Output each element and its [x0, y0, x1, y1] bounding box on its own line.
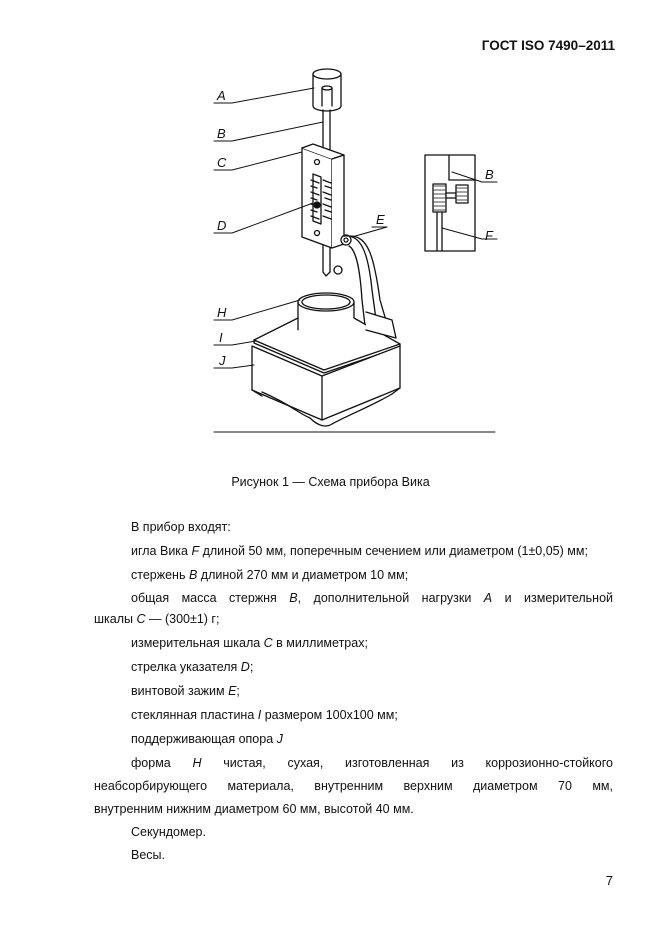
item-clamp-rest: ; — [236, 684, 240, 698]
label-inset-b: B — [485, 167, 494, 182]
item-needle — [131, 543, 588, 559]
additional-load-a — [313, 69, 341, 111]
item-scale-letter: C — [263, 636, 273, 650]
label-h: H — [217, 305, 227, 320]
scale-frame-c — [302, 144, 344, 248]
item-mass-line1 — [94, 590, 613, 606]
item-mold-line2: неабсорбирующего материала, внутренним верхним диаметром 70 мм, — [94, 779, 613, 793]
item-plate-rest: размером 100х100 мм; — [261, 708, 398, 722]
item-rod-letter: B — [188, 568, 198, 582]
item-stopwatch: Секундомер. — [131, 825, 206, 839]
item-mold-rest: чистая, сухая, изготовленная из коррозионно-стойкого — [201, 756, 613, 770]
item-needle-letter: F — [191, 544, 200, 558]
item-mass-line2-text: шкалы — [94, 612, 137, 626]
intro-text: В прибор входят: — [131, 520, 231, 534]
item-mass-line2-rest: — (300±1) г; — [145, 612, 220, 626]
item-plate-letter: I — [257, 708, 262, 722]
item-needle-rest: длиной 50 мм, поперечным сечением или диаметром (1±0,05) мм; — [199, 544, 588, 558]
item-pointer-letter: D — [240, 660, 250, 674]
label-e: E — [376, 212, 385, 227]
item-mold-line1 — [94, 755, 613, 771]
label-a: A — [217, 88, 226, 103]
item-clamp-text: винтовой зажим — [131, 684, 229, 698]
figure-caption: Рисунок 1 — Схема прибора Вика — [231, 475, 430, 489]
item-pointer-text: стрелка указателя — [131, 660, 241, 674]
item-scale-text: измерительная шкала — [131, 636, 264, 650]
item-rod-rest: длиной 270 мм и диаметром 10 мм; — [197, 568, 409, 582]
label-j: J — [219, 353, 226, 368]
item-mass-letter-b: B — [289, 591, 298, 605]
item-scales: Весы. — [131, 848, 165, 862]
label-i: I — [219, 330, 223, 345]
item-support-letter: J — [276, 732, 283, 746]
label-c: C — [217, 155, 227, 170]
item-plate-text: стеклянная пластина — [131, 708, 258, 722]
item-mass-letter-a: A — [483, 591, 493, 605]
page-number: 7 — [605, 873, 613, 888]
item-clamp — [131, 683, 240, 699]
item-clamp-letter: E — [228, 684, 237, 698]
item-mold-line3: внутренним нижним диаметром 60 мм, высотой 40 мм. — [94, 802, 414, 816]
item-mass-text: общая масса стержня — [131, 591, 290, 605]
item-rod — [131, 567, 408, 583]
item-pointer-rest: ; — [249, 660, 254, 674]
needle-detail-inset — [425, 155, 475, 251]
item-mold-text: форма — [131, 756, 193, 770]
item-mass-mid: , дополнительной нагрузки — [297, 591, 484, 605]
item-scale-rest: в миллиметрах; — [272, 636, 368, 650]
item-mass-letter-c: C — [136, 612, 146, 626]
label-inset-f: F — [485, 228, 493, 243]
item-mass-line2 — [94, 611, 219, 627]
item-mass-end: и измерительной — [492, 591, 614, 605]
item-needle-text: игла Вика — [131, 544, 192, 558]
item-pointer — [131, 659, 253, 675]
item-scale — [131, 635, 368, 651]
item-support-text: поддерживающая опора — [131, 732, 277, 746]
item-mold-letter: H — [192, 756, 202, 770]
item-plate — [131, 707, 398, 723]
label-b: B — [217, 126, 226, 141]
standard-header: ГОСТ ISO 7490–2011 — [481, 38, 615, 53]
label-d: D — [217, 218, 227, 233]
item-rod-text: стержень — [131, 568, 189, 582]
item-support — [131, 731, 283, 747]
